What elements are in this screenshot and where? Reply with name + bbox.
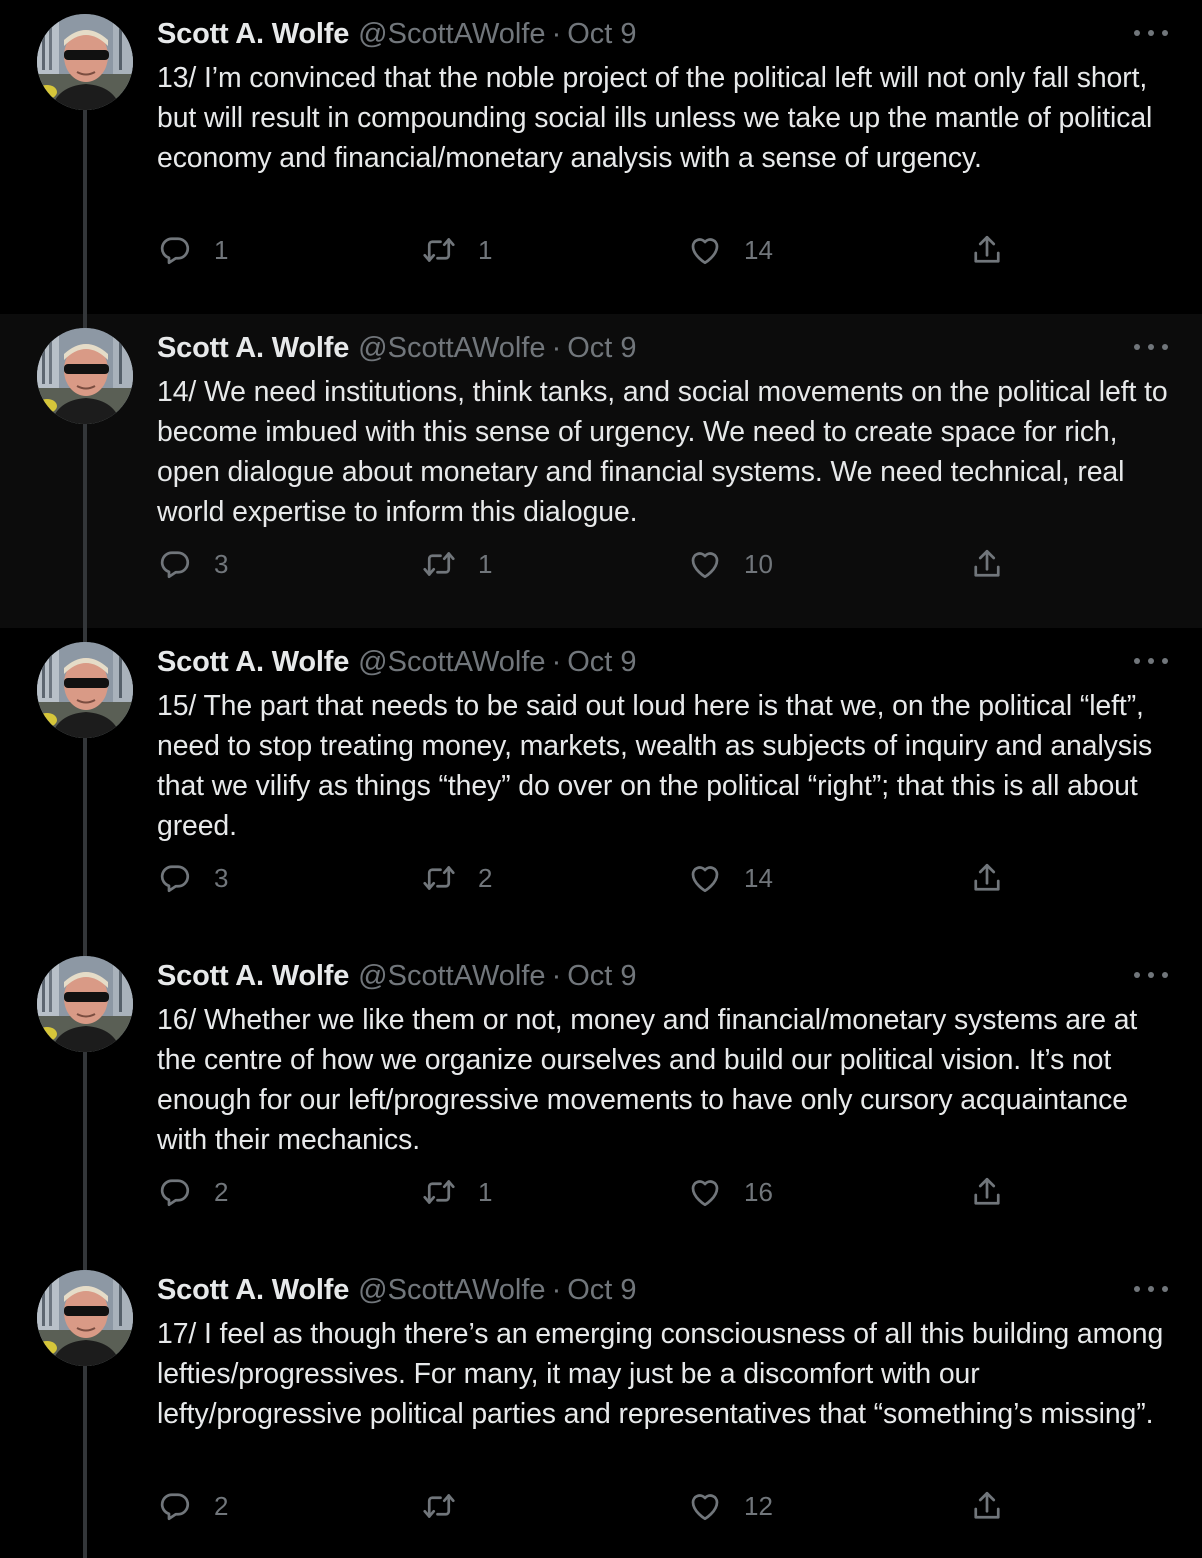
tweet-date[interactable]: Oct 9 bbox=[567, 332, 637, 364]
retweet-icon bbox=[421, 546, 457, 582]
retweet-count: 2 bbox=[478, 862, 493, 893]
reply-button[interactable] bbox=[157, 544, 228, 584]
share-icon bbox=[969, 232, 1005, 268]
tweet[interactable] bbox=[0, 0, 1202, 314]
author-handle[interactable]: @ScottAWolfe bbox=[358, 960, 546, 992]
thread-line bbox=[83, 942, 87, 956]
retweet-button[interactable] bbox=[421, 544, 492, 584]
tweet-header bbox=[157, 14, 637, 54]
author-handle[interactable]: @ScottAWolfe bbox=[358, 332, 546, 364]
share-icon bbox=[969, 1174, 1005, 1210]
reply-count: 2 bbox=[214, 1176, 229, 1207]
like-button[interactable] bbox=[687, 858, 773, 898]
retweet-icon bbox=[421, 860, 457, 896]
author-name[interactable]: Scott A. Wolfe bbox=[157, 1274, 350, 1306]
reply-count: 2 bbox=[214, 1490, 229, 1521]
tweet-header bbox=[157, 956, 637, 996]
avatar[interactable] bbox=[37, 1270, 133, 1366]
author-handle[interactable]: @ScottAWolfe bbox=[358, 646, 546, 678]
reply-button[interactable] bbox=[157, 1486, 228, 1526]
share-button[interactable] bbox=[969, 1172, 1005, 1212]
thread-line bbox=[83, 314, 87, 328]
tweet-actions bbox=[157, 1486, 1017, 1526]
reply-count: 1 bbox=[214, 234, 229, 265]
heart-icon bbox=[687, 1488, 723, 1524]
like-button[interactable] bbox=[687, 230, 773, 270]
retweet-button[interactable] bbox=[421, 858, 492, 898]
retweet-button[interactable] bbox=[421, 1486, 478, 1526]
avatar[interactable] bbox=[37, 642, 133, 738]
tweet[interactable] bbox=[0, 314, 1202, 628]
retweet-count: 1 bbox=[478, 234, 493, 265]
tweet-actions bbox=[157, 1172, 1017, 1212]
like-count: 10 bbox=[744, 548, 773, 579]
tweet-date[interactable]: Oct 9 bbox=[567, 960, 637, 992]
author-handle[interactable]: @ScottAWolfe bbox=[358, 18, 546, 50]
tweet[interactable] bbox=[0, 942, 1202, 1256]
more-icon[interactable] bbox=[1134, 650, 1168, 672]
retweet-count: 1 bbox=[478, 1176, 493, 1207]
thread-line bbox=[83, 628, 87, 642]
more-icon[interactable] bbox=[1134, 22, 1168, 44]
separator: · bbox=[551, 646, 562, 678]
avatar[interactable] bbox=[37, 956, 133, 1052]
reply-icon bbox=[157, 546, 193, 582]
like-button[interactable] bbox=[687, 1172, 773, 1212]
share-icon bbox=[969, 546, 1005, 582]
author-name[interactable]: Scott A. Wolfe bbox=[157, 960, 350, 992]
reply-icon bbox=[157, 1174, 193, 1210]
like-button[interactable] bbox=[687, 544, 773, 584]
share-button[interactable] bbox=[969, 230, 1005, 270]
share-button[interactable] bbox=[969, 1486, 1005, 1526]
author-name[interactable]: Scott A. Wolfe bbox=[157, 646, 350, 678]
tweet-date[interactable]: Oct 9 bbox=[567, 1274, 637, 1306]
heart-icon bbox=[687, 860, 723, 896]
reply-button[interactable] bbox=[157, 858, 228, 898]
tweet-text: 13/ I’m convinced that the noble project of the political left will not only fall short, but will result in compounding social ills unless we take up the mantle of political economy and financial/monetary analysis with a sense of urgency. bbox=[157, 62, 1153, 174]
heart-icon bbox=[687, 1174, 723, 1210]
thread-line bbox=[83, 1052, 87, 1256]
reply-icon bbox=[157, 860, 193, 896]
tweet[interactable] bbox=[0, 628, 1202, 942]
author-handle[interactable]: @ScottAWolfe bbox=[358, 1274, 546, 1306]
retweet-button[interactable] bbox=[421, 1172, 492, 1212]
tweet-actions bbox=[157, 230, 1017, 270]
reply-count: 3 bbox=[214, 548, 229, 579]
share-button[interactable] bbox=[969, 858, 1005, 898]
retweet-icon bbox=[421, 1174, 457, 1210]
tweet[interactable] bbox=[0, 1256, 1202, 1558]
tweet-text: 17/ I feel as though there’s an emerging consciousness of all this building among lefties/progressives. For many, it may just be a discomfort with our lefty/progressive political parties and representatives that “something’s missing”. bbox=[157, 1318, 1164, 1430]
tweet-date[interactable]: Oct 9 bbox=[567, 18, 637, 50]
tweet-text: 16/ Whether we like them or not, money and financial/monetary systems are at the centre of how we organize ourselves and build our political vision. It’s not enough for our left/progressive movements to have only cursory acquaintance with their mechanics. bbox=[157, 1004, 1138, 1156]
separator: · bbox=[551, 18, 562, 50]
separator: · bbox=[551, 1274, 562, 1306]
share-icon bbox=[969, 860, 1005, 896]
reply-icon bbox=[157, 232, 193, 268]
heart-icon bbox=[687, 232, 723, 268]
like-count: 12 bbox=[744, 1490, 773, 1521]
tweet-text: 15/ The part that needs to be said out loud here is that we, on the political “left”, need to stop treating money, markets, wealth as subjects of inquiry and analysis that we vilify as things “they” do over on the political “right”; that this is all about greed. bbox=[157, 690, 1153, 842]
tweet-actions bbox=[157, 858, 1017, 898]
reply-icon bbox=[157, 1488, 193, 1524]
reply-button[interactable] bbox=[157, 230, 228, 270]
tweet-date[interactable]: Oct 9 bbox=[567, 646, 637, 678]
separator: · bbox=[551, 332, 562, 364]
share-button[interactable] bbox=[969, 544, 1005, 584]
retweet-icon bbox=[421, 232, 457, 268]
author-name[interactable]: Scott A. Wolfe bbox=[157, 18, 350, 50]
like-count: 16 bbox=[744, 1176, 773, 1207]
more-icon[interactable] bbox=[1134, 1278, 1168, 1300]
retweet-icon bbox=[421, 1488, 457, 1524]
thread-line bbox=[83, 424, 87, 628]
heart-icon bbox=[687, 546, 723, 582]
author-name[interactable]: Scott A. Wolfe bbox=[157, 332, 350, 364]
separator: · bbox=[551, 960, 562, 992]
thread-line bbox=[83, 110, 87, 314]
more-icon[interactable] bbox=[1134, 336, 1168, 358]
retweet-button[interactable] bbox=[421, 230, 492, 270]
tweet-header bbox=[157, 642, 637, 682]
like-button[interactable] bbox=[687, 1486, 773, 1526]
tweet-header bbox=[157, 328, 637, 368]
tweet-header bbox=[157, 1270, 637, 1310]
retweet-count: 1 bbox=[478, 548, 493, 579]
like-count: 14 bbox=[744, 234, 773, 265]
tweet-text: 14/ We need institutions, think tanks, and social movements on the political left to become imbued with this sense of urgency. We need to create space for rich, open dialogue about monetary and financial systems. We need technical, real world expertise to inform this dialogue. bbox=[157, 376, 1168, 528]
like-count: 14 bbox=[744, 862, 773, 893]
thread-line bbox=[83, 738, 87, 942]
avatar[interactable] bbox=[37, 14, 133, 110]
share-icon bbox=[969, 1488, 1005, 1524]
more-icon[interactable] bbox=[1134, 964, 1168, 986]
thread-line bbox=[83, 1256, 87, 1270]
tweet-actions bbox=[157, 544, 1017, 584]
thread-line bbox=[83, 1366, 87, 1558]
reply-button[interactable] bbox=[157, 1172, 228, 1212]
avatar[interactable] bbox=[37, 328, 133, 424]
reply-count: 3 bbox=[214, 862, 229, 893]
